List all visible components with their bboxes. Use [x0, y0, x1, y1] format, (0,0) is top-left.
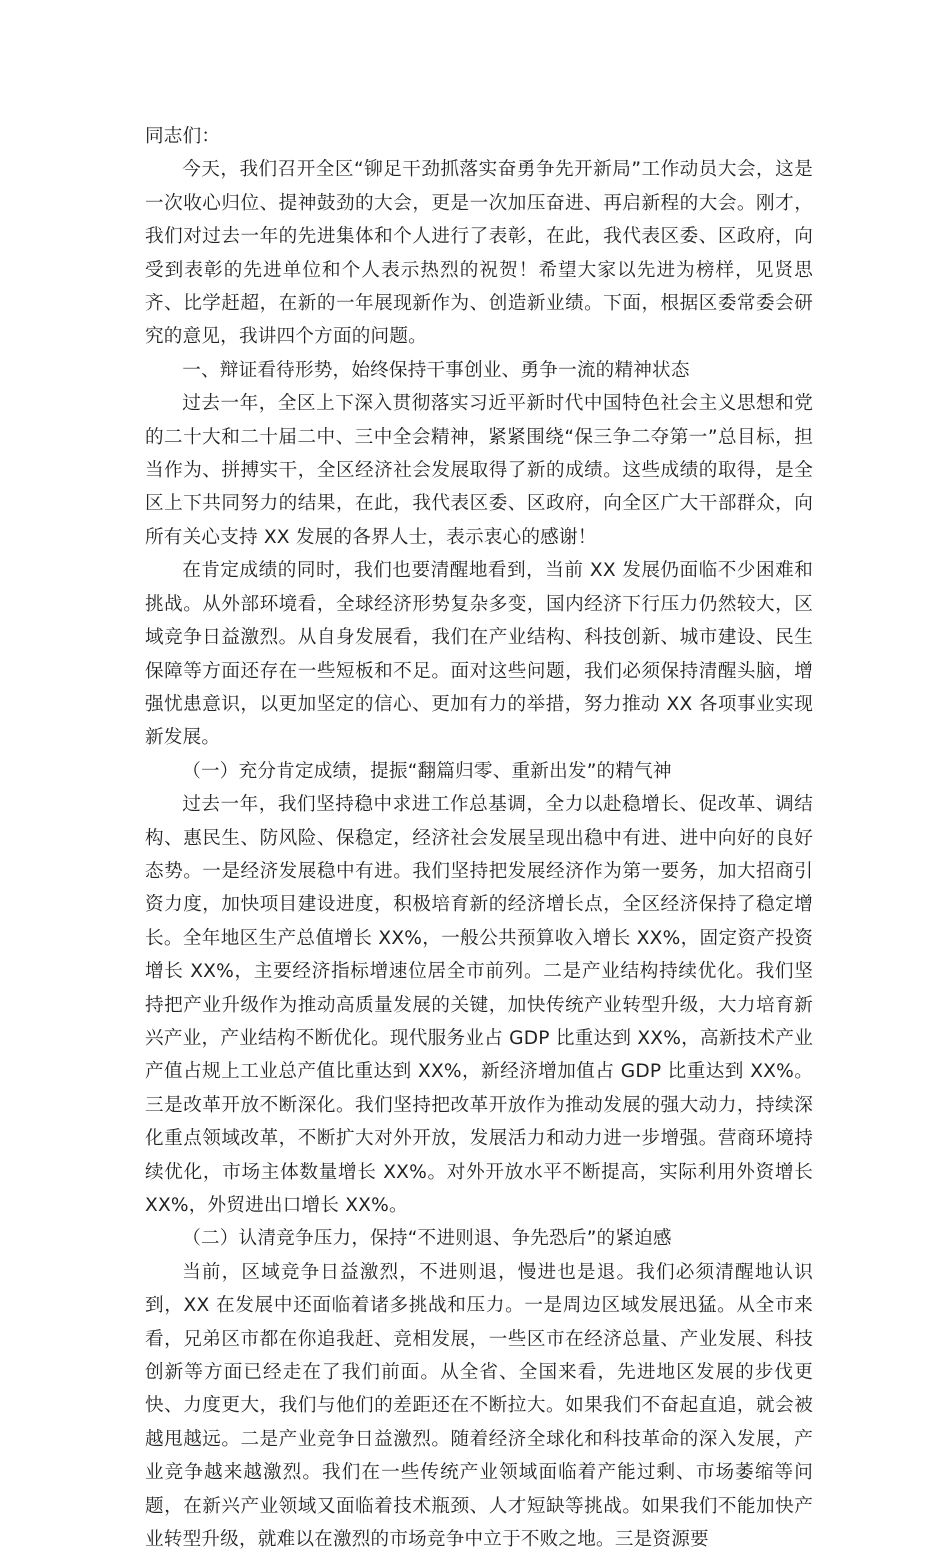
- paragraph-intro: 今天，我们召开全区“铆足干劲抓落实奋勇争先开新局”工作动员大会，这是一次收心归位、提神鼓劲的大会，更是一次加压奋进、再启新程的大会。刚才，我们对过去一年的先进集体和个人进行了表彰，在此，我代表区委、区政府，向受到表彰的先进单位和个人表示热烈的祝贺！希望大家以先进为榜样，见贤思齐、比学赶超，在新的一年展现新作为、创造新业绩。下面，根据区委常委会研究的意见，我讲四个方面的问题。: [145, 159, 813, 348]
- paragraph-challenges: 在肯定成绩的同时，我们也要清醒地看到，当前 XX 发展仍面临不少困难和挑战。从外部环境看，全球经济形势复杂多变，国内经济下行压力仍然较大，区域竞争日益激烈。从自身发展看，我们在产业结构、科技创新、城市建设、民生保障等方面还存在一些短板和不足。面对这些问题，我们必须保持清醒头脑，增强忧患意识，以更加坚定的信心、更加有力的举措，努力推动 XX 各项事业实现新发展。: [145, 560, 813, 749]
- salutation: 同志们：: [145, 126, 221, 147]
- paragraph-achievements: 过去一年，全区上下深入贯彻落实习近平新时代中国特色社会主义思想和党的二十大和二十届二中、三中全会精神，紧紧围绕“保三争二夺第一”总目标，担当作为、拼搏实干，全区经济社会发展取得了新的成绩。这些成绩的取得，是全区上下共同努力的结果，在此，我代表区委、区政府，向全区广大干部群众，向所有关心支持 XX 发展的各界人士，表示衷心的感谢！: [145, 393, 813, 548]
- subsection-heading-2: （二）认清竞争压力，保持“不进则退、争先恐后”的紧迫感: [182, 1228, 672, 1250]
- subsection-heading-1: （一）充分肯定成绩，提振“翻篇归零、重新出发”的精气神: [182, 760, 672, 782]
- paragraph-competition: 当前，区域竞争日益激烈，不进则退，慢进也是退。我们必须清醒地认识到，XX 在发展中还面临着诸多挑战和压力。一是周边区域发展迅猛。从全市来看，兄弟区市都在你追我赶、竞相发展，一些区市在经济总量、产业发展、科技创新等方面已经走在了我们前面。从全省、全国来看，先进地区发展的步伐更快、力度更大，我们与他们的差距还在不断拉大。如果我们不奋起直追，就会被越甩越远。二是产业竞争日益激烈。随着经济全球化和科技革命的深入发展，产业竞争越来越激烈。我们在一些传统产业领域面临着产能过剩、市场萎缩等问题，在新兴产业领域又面临着技术瓶颈、人才短缺等挑战。如果我们不能加快产业转型升级，就难以在激烈的市场竞争中立于不败之地。三是资源要: [145, 1261, 813, 1551]
- document-page: [145, 120, 813, 1556]
- paragraph-past-year: 过去一年，我们坚持稳中求进工作总基调，全力以赴稳增长、促改革、调结构、惠民生、防风险、保稳定，经济社会发展呈现出稳中有进、进中向好的良好态势。一是经济发展稳中有进。我们坚持把发展经济作为第一要务，加大招商引资力度，加快项目建设进度，积极培育新的经济增长点，全区经济保持了稳定增长。全年地区生产总值增长 XX%，一般公共预算收入增长 XX%，固定资产投资增长 XX%，主要经济指标增速位居全市前列。二是产业结构持续优化。我们坚持把产业升级作为推动高质量发展的关键，加快传统产业转型升级，大力培育新兴产业，产业结构不断优化。现代服务业占 GDP 比重达到 XX%，高新技术产业产值占规上工业总产值比重达到 XX%，新经济增加值占 GDP 比重达到 XX%。三是改革开放不断深化。我们坚持把改革开放作为推动发展的强大动力，持续深化重点领域改革，不断扩大对外开放，发展活力和动力进一步增强。营商环境持续优化，市场主体数量增长 XX%。对外开放水平不断提高，实际利用外资增长 XX%，外贸进出口增长 XX%。: [145, 794, 813, 1216]
- section-heading-1: 一、辩证看待形势，始终保持干事创业、勇争一流的精神状态: [182, 359, 690, 381]
